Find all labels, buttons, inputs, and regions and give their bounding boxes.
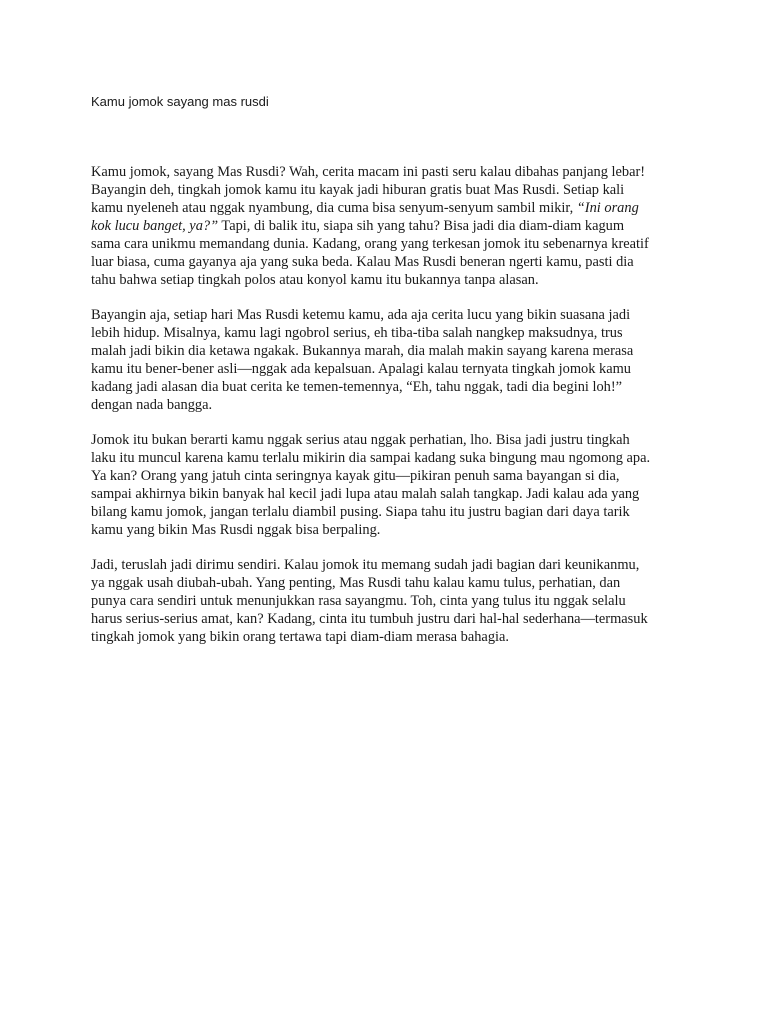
text-line xyxy=(91,628,691,646)
text-run: kadang jadi alasan dia buat cerita ke temen-temennya, “Eh, tahu nggak, tadi dia begini loh!” xyxy=(91,379,623,395)
text-run: malah jadi bikin dia ketawa ngakak. Bukannya marah, dia malah makin sayang karena merasa xyxy=(91,343,634,359)
text-line xyxy=(91,467,691,485)
text-line xyxy=(91,271,691,289)
text-line xyxy=(91,235,691,253)
text-line xyxy=(91,253,691,271)
text-line xyxy=(91,521,691,539)
text-line xyxy=(91,503,691,521)
paragraph xyxy=(91,306,691,414)
text-run: lebih hidup. Misalnya, kamu lagi ngobrol serius, eh tiba-tiba salah nangkep maksudnya, trus xyxy=(91,325,623,341)
text-run: kamu yang bikin Mas Rusdi nggak bisa berpaling. xyxy=(91,522,381,538)
text-run: Bayangin deh, tingkah jomok kamu itu kayak jadi hiburan gratis buat Mas Rusdi. Setiap kali xyxy=(91,182,625,198)
text-run: tingkah jomok yang bikin orang tertawa tapi diam-diam merasa bahagia. xyxy=(91,629,509,645)
text-run: Kamu jomok, sayang Mas Rusdi? Wah, cerita macam ini pasti seru kalau dibahas panjang lebar! xyxy=(91,164,646,180)
text-run: Bayangin aja, setiap hari Mas Rusdi ketemu kamu, ada aja cerita lucu yang bikin suasana jadi xyxy=(91,307,631,323)
text-run: Jadi, teruslah jadi dirimu sendiri. Kalau jomok itu memang sudah jadi bagian dari keunikanmu, xyxy=(91,557,640,573)
text-line xyxy=(91,574,691,592)
text-run: kamu itu bener-bener asli—nggak ada kepalsuan. Apalagi kalau ternyata tingkah jomok kamu xyxy=(91,361,631,377)
text-line xyxy=(91,556,691,574)
paragraph xyxy=(91,556,691,646)
text-line xyxy=(91,181,691,199)
text-line xyxy=(91,199,691,217)
text-line xyxy=(91,306,691,324)
italic-text-run: “Ini orang xyxy=(576,200,639,216)
paragraph xyxy=(91,431,691,539)
text-line xyxy=(91,449,691,467)
text-run: luar biasa, cuma gayanya aja yang suka beda. Kalau Mas Rusdi beneran ngerti kamu, pasti dia xyxy=(91,254,634,270)
text-run: sama cara unikmu memandang dunia. Kadang, orang yang terkesan jomok itu sebenarnya kreatif xyxy=(91,236,649,252)
text-run: kamu nyeleneh atau nggak nyambung, dia cuma bisa senyum-senyum sambil mikir, xyxy=(91,200,577,216)
text-run: ya nggak usah diubah-ubah. Yang penting, Mas Rusdi tahu kalau kamu tulus, perhatian, dan xyxy=(91,575,621,591)
text-run: laku itu muncul karena kamu terlalu mikirin dia sampai kadang suka bingung mau ngomong apa. xyxy=(91,450,651,466)
text-run: punya cara sendiri untuk menunjukkan rasa sayangmu. Toh, cinta yang tulus itu nggak selalu xyxy=(91,593,626,609)
text-run: tahu bahwa setiap tingkah polos atau konyol kamu itu bukannya tanpa alasan. xyxy=(91,272,539,288)
text-line xyxy=(91,610,691,628)
text-line xyxy=(91,485,691,503)
text-run: Jomok itu bukan berarti kamu nggak serius atau nggak perhatian, lho. Bisa jadi justru tingkah xyxy=(91,432,630,448)
italic-text-run: kok lucu banget, ya?” xyxy=(91,218,219,234)
text-line xyxy=(91,217,691,235)
text-run: Ya kan? Orang yang jatuh cinta seringnya kayak gitu—pikiran penuh sama bayangan si dia, xyxy=(91,468,620,484)
text-run: dengan nada bangga. xyxy=(91,397,213,413)
text-line xyxy=(91,324,691,342)
document-title: Kamu jomok sayang mas rusdi xyxy=(91,94,269,109)
text-line xyxy=(91,396,691,414)
paragraph xyxy=(91,163,691,289)
text-line xyxy=(91,431,691,449)
document-body xyxy=(91,163,691,646)
text-line xyxy=(91,360,691,378)
text-run: sampai akhirnya bikin banyak hal kecil jadi lupa atau malah salah tangkap. Jadi kalau ada yang xyxy=(91,486,640,502)
text-line xyxy=(91,378,691,396)
text-run: Tapi, di balik itu, siapa sih yang tahu? Bisa jadi dia diam-diam kagum xyxy=(218,218,625,234)
text-run: bilang kamu jomok, jangan terlalu diambil pusing. Siapa tahu itu justru bagian dari daya tarik xyxy=(91,504,630,520)
text-line xyxy=(91,163,691,181)
text-line xyxy=(91,342,691,360)
text-line xyxy=(91,592,691,610)
text-run: harus serius-serius amat, kan? Kadang, cinta itu tumbuh justru dari hal-hal sederhana—termasuk xyxy=(91,611,648,627)
